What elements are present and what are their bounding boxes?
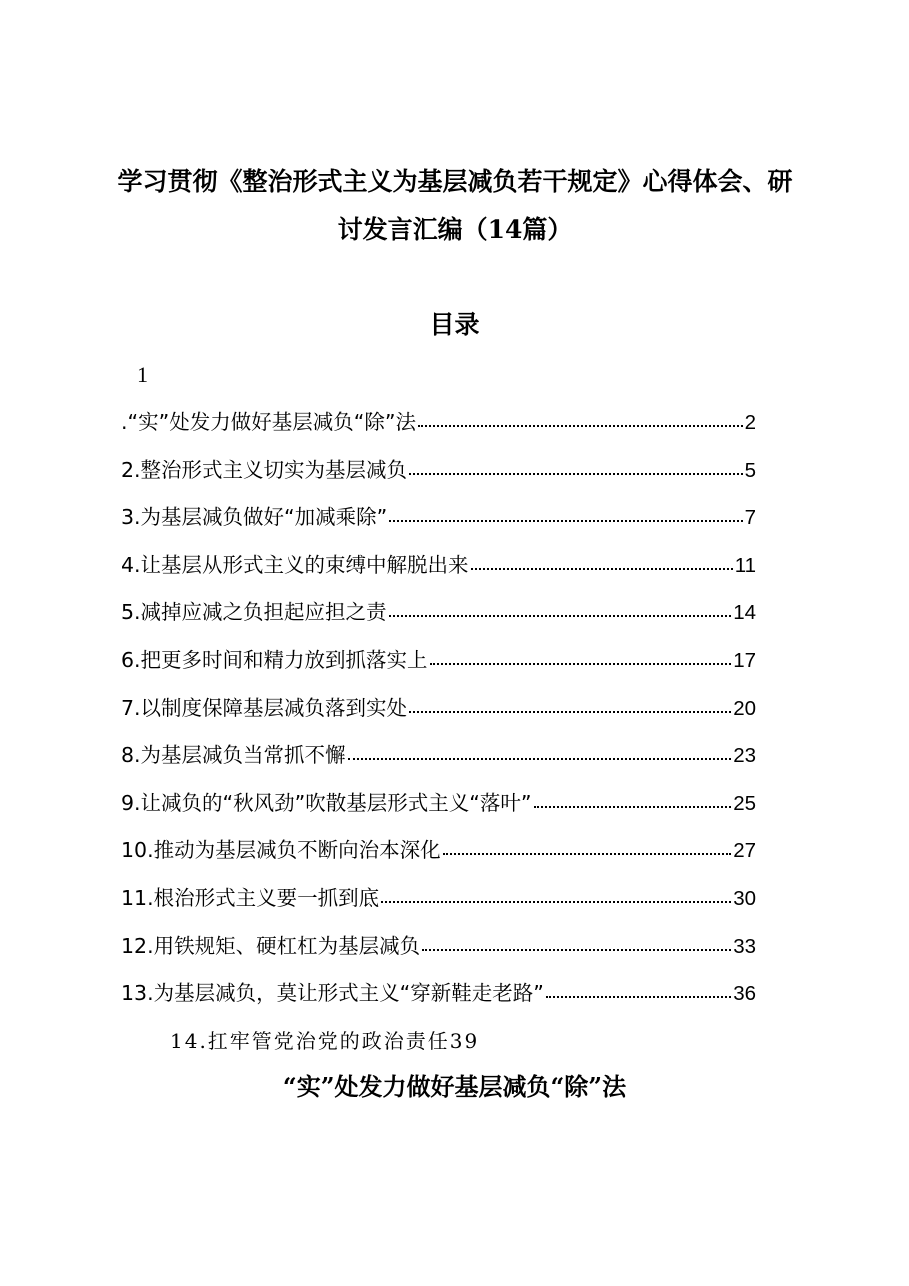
toc-entry-9[interactable] bbox=[121, 783, 756, 831]
toc-dot-leader bbox=[348, 750, 732, 760]
toc-entry-label: 6.把更多时间和精力放到抓落实上 bbox=[121, 647, 428, 672]
toc-entry-label: 10.推动为基层减负不断向治本深化 bbox=[121, 838, 441, 863]
toc-entry-6[interactable] bbox=[121, 640, 756, 688]
toc-entry-8[interactable] bbox=[121, 735, 756, 783]
toc-entry-page-number: 5 bbox=[744, 458, 756, 482]
toc-entry-page-number: 17 bbox=[733, 648, 756, 672]
section-heading: “实”处发力做好基层减负“除”法 bbox=[282, 1072, 627, 1101]
toc-heading: 目录 bbox=[429, 310, 480, 339]
toc-entry-label: 9.让减负的“秋风劲”吹散基层形式主义“落叶” bbox=[121, 790, 532, 815]
toc-entry-3[interactable] bbox=[121, 497, 756, 545]
toc-entry-label: 11.根治形式主义要一抓到底 bbox=[121, 885, 380, 910]
document-title: 学习贯彻《整治形式主义为基层减负若干规定》心得体会、研讨发言汇编（14篇） bbox=[117, 167, 793, 244]
toc-entry-label: 12.用铁规矩、硬杠杠为基层减负 bbox=[121, 933, 421, 958]
toc-dot-leader bbox=[422, 941, 731, 951]
toc-entry-5[interactable] bbox=[121, 592, 756, 640]
toc-dot-leader bbox=[418, 417, 743, 427]
toc-dot-leader bbox=[443, 845, 732, 855]
toc-entry-page-number: 33 bbox=[733, 934, 756, 958]
toc-dot-leader bbox=[381, 893, 731, 903]
toc-entry-13[interactable] bbox=[121, 973, 756, 1021]
toc-entry-label: 8.为基层减负当常抓不懈 bbox=[121, 743, 346, 768]
toc-entry-12[interactable] bbox=[121, 926, 756, 974]
toc-entry-label: 7.以制度保障基层减负落到实处 bbox=[121, 695, 408, 720]
toc-entry-page-number: 30 bbox=[733, 886, 756, 910]
toc-entry-label: 4.让基层从形式主义的束缚中解脱出来 bbox=[121, 552, 469, 577]
toc-entry-7[interactable] bbox=[121, 688, 756, 736]
toc-dot-leader bbox=[389, 512, 742, 522]
toc-dot-leader bbox=[409, 465, 743, 475]
toc-entry-page-number: 36 bbox=[733, 982, 756, 1006]
toc-entry-4[interactable] bbox=[121, 545, 756, 593]
toc-dot-leader bbox=[389, 607, 732, 617]
toc-entry-page-number: 25 bbox=[733, 791, 756, 815]
toc-entry-page-number: 11 bbox=[734, 553, 756, 577]
toc-dot-leader bbox=[409, 703, 731, 713]
toc-entry-page-number: 7 bbox=[744, 506, 756, 530]
toc-entry-label: 13.为基层减负，莫让形式主义“穿新鞋走老路” bbox=[121, 981, 544, 1006]
toc-entry-label: .“实”处发力做好基层减负“除”法 bbox=[121, 410, 416, 434]
toc-entry-label: 2.整治形式主义切实为基层减负 bbox=[121, 457, 408, 482]
toc-entry-page-number: 27 bbox=[733, 839, 756, 863]
toc-entry-14[interactable]: 14.扛牢管党治党的政治责任39 bbox=[170, 1029, 480, 1053]
table-of-contents bbox=[121, 402, 756, 1021]
toc-entry-label: 3.为基层减负做好“加减乘除” bbox=[121, 505, 388, 530]
toc-dot-leader bbox=[471, 560, 733, 570]
toc-entry-1[interactable] bbox=[121, 402, 756, 450]
toc-entry-page-number: 20 bbox=[733, 696, 756, 720]
toc-dot-leader bbox=[546, 988, 731, 998]
toc-entry-2[interactable] bbox=[121, 450, 756, 498]
toc-entry-11[interactable] bbox=[121, 878, 756, 926]
toc-entry-10[interactable] bbox=[121, 830, 756, 878]
toc-entry-label: 5.减掉应减之负担起应担之责 bbox=[121, 600, 387, 625]
toc-dot-leader bbox=[430, 655, 732, 665]
toc-dot-leader bbox=[534, 798, 732, 808]
toc-entry-page-number: 14 bbox=[733, 601, 756, 625]
toc-entry-page-number: 2 bbox=[744, 411, 756, 434]
toc-stray-number: 1 bbox=[137, 362, 148, 387]
toc-entry-page-number: 23 bbox=[733, 744, 756, 768]
